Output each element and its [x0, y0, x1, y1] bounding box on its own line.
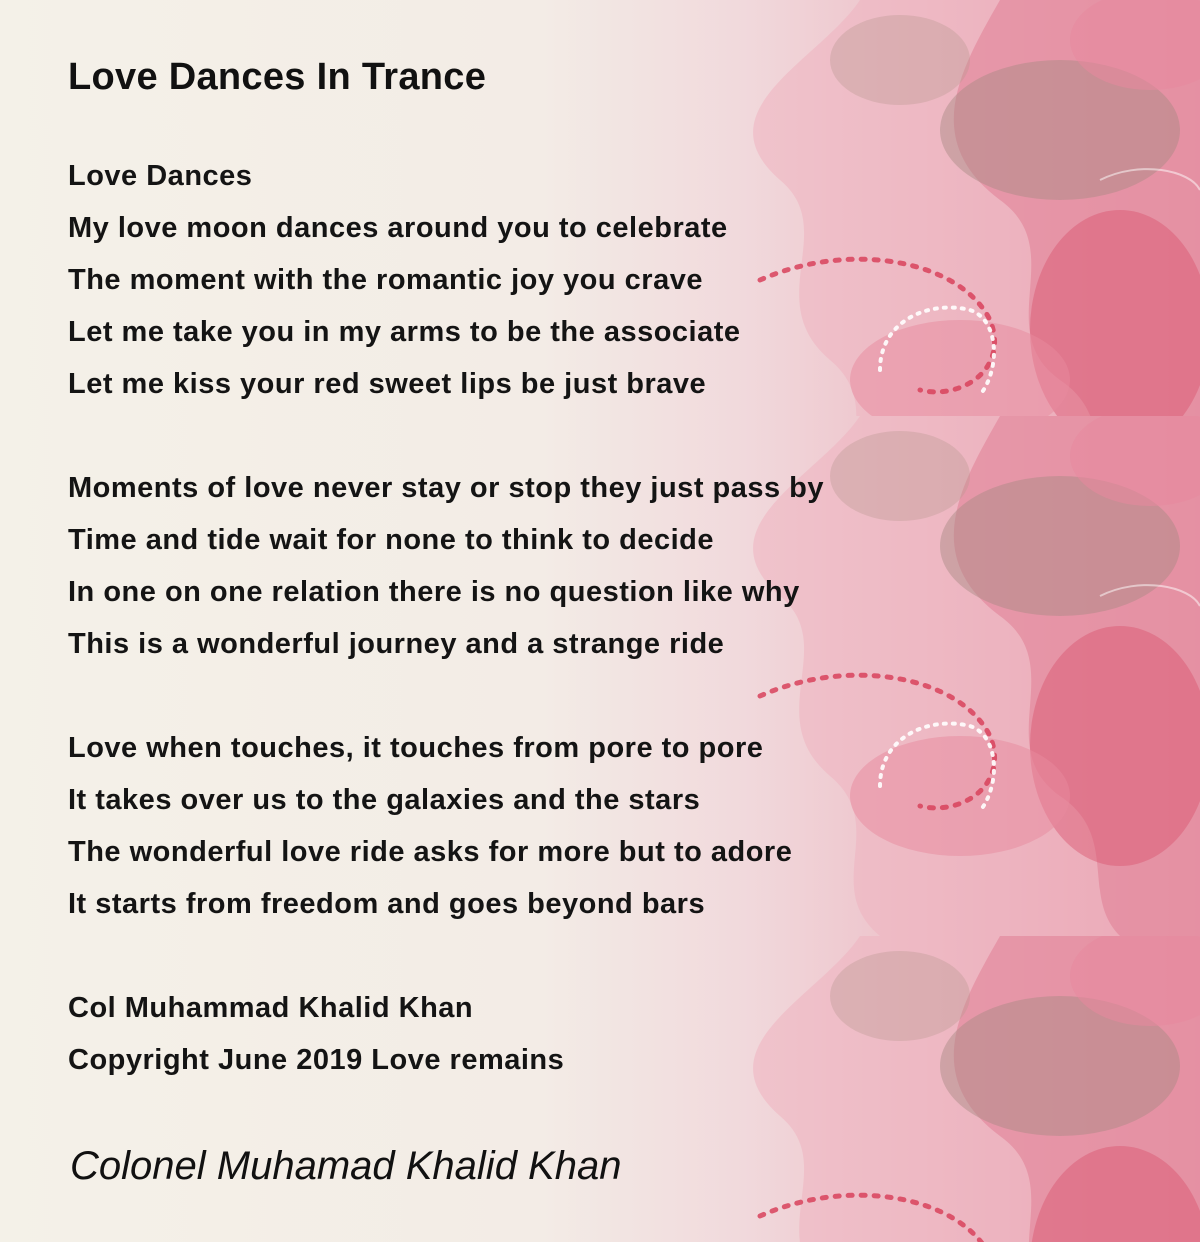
poet-signature: Colonel Muhamad Khalid Khan	[70, 1144, 622, 1188]
poem-title: Love Dances In Trance	[68, 56, 487, 98]
poem-line: Time and tide wait for none to think to decide	[68, 524, 715, 556]
copyright-line: Copyright June 2019 Love remains	[68, 1044, 565, 1076]
poem-line: It starts from freedom and goes beyond bars	[68, 888, 706, 920]
poem-line: Moments of love never stay or stop they just pass by	[68, 472, 825, 504]
poem-line: In one on one relation there is no question like why	[68, 576, 800, 608]
poem-line: It takes over us to the galaxies and the stars	[68, 784, 701, 816]
poem-line: This is a wonderful journey and a strange ride	[68, 628, 725, 660]
poem-line: Love when touches, it touches from pore to pore	[68, 732, 764, 764]
poem-line: Let me take you in my arms to be the associate	[68, 316, 741, 348]
floral-background-art	[0, 936, 1200, 1242]
poem-line: The wonderful love ride asks for more but to adore	[68, 836, 793, 868]
author-name: Col Muhammad Khalid Khan	[68, 992, 474, 1024]
poem-line: Love Dances	[68, 160, 253, 192]
poem-line: My love moon dances around you to celebrate	[68, 212, 728, 244]
floral-background-band	[0, 936, 1200, 1242]
poem-line: Let me kiss your red sweet lips be just brave	[68, 368, 707, 400]
poem-line: The moment with the romantic joy you crave	[68, 264, 703, 296]
